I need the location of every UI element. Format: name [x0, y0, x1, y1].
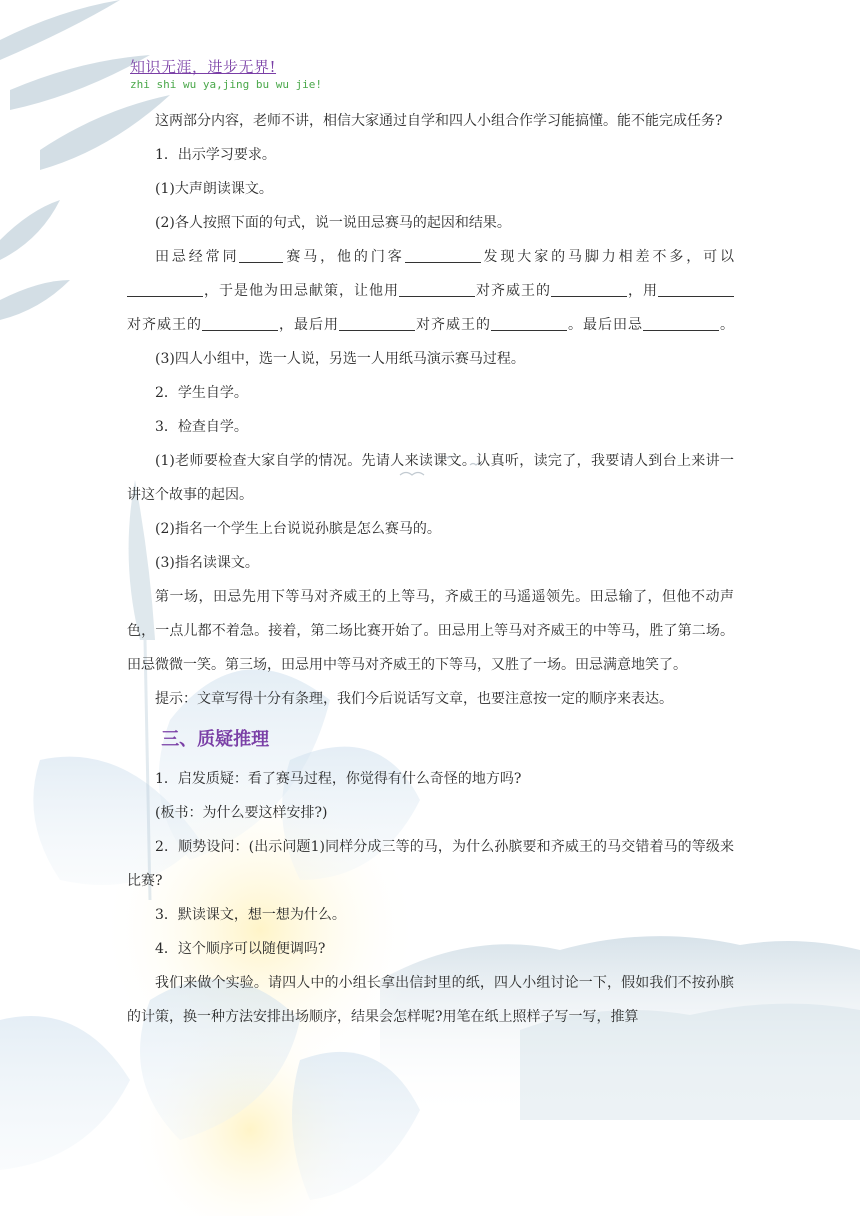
- intro-paragraph: 这两部分内容，老师不讲，相信大家通过自学和四人小组合作学习能搞懂。能不能完成任务?: [155, 113, 723, 129]
- step-2: 2．学生自学。: [155, 385, 248, 401]
- fill-line-2: ，于是他为田忌献策，让他用 对齐威王的 ，用: [127, 274, 734, 308]
- hint-paragraph: 提示：文章写得十分有条理，我们今后说话写文章，也要注意按一定的顺序来表达。: [155, 691, 673, 707]
- check-1: (1)老师要检查大家自学的情况。先请人来读课文。认真听，读完了，我要请人到台上来讲一讲这个故事的起因。: [127, 453, 734, 503]
- fill-line-1: 田忌经常同 赛马，他的门客 发现大家的马脚力相差不多，可以: [127, 240, 734, 274]
- page-header: [130, 56, 322, 92]
- step-1: 1．出示学习要求。: [155, 147, 276, 163]
- blank-field[interactable]: [643, 314, 719, 331]
- board-note: (板书：为什么要这样安排?): [155, 805, 328, 821]
- requirement-3: (3)四人小组中，选一人说，另选一人用纸马演示赛马过程。: [155, 351, 525, 367]
- blank-field[interactable]: [658, 280, 734, 297]
- check-3: (3)指名读课文。: [155, 555, 259, 571]
- question-3: 3．默读课文，想一想为什么。: [155, 907, 346, 923]
- blank-field[interactable]: [551, 280, 627, 297]
- section-heading: 三、质疑推理: [161, 729, 270, 750]
- question-1: 1．启发质疑：看了赛马过程，你觉得有什么奇怪的地方吗?: [155, 771, 522, 787]
- story-excerpt: 第一场，田忌先用下等马对齐威王的上等马，齐威王的马遥遥领先。田忌输了，但他不动声色，一点儿都不着急。接着，第二场比赛开始了。田忌用上等马对齐威王的中等马，胜了第二场。田忌微微一笑。第三场，田忌用中等马对齐威王的下等马，又胜了一场。田忌满意地笑了。: [127, 589, 734, 673]
- requirement-1: (1)大声朗读课文。: [155, 181, 273, 197]
- question-4: 4．这个顺序可以随便调吗?: [155, 941, 326, 957]
- question-2: 2．顺势设问：(出示问题1)同样分成三等的马，为什么孙膑要和齐威王的马交错着马的等级来比赛?: [127, 839, 734, 889]
- blank-field[interactable]: [399, 280, 475, 297]
- blank-field[interactable]: [202, 314, 278, 331]
- header-pinyin: zhi shi wu ya,jing bu wu jie!: [130, 78, 323, 91]
- blank-field[interactable]: [127, 280, 203, 297]
- blank-field[interactable]: [491, 314, 567, 331]
- blank-field[interactable]: [405, 246, 481, 263]
- document-body: [127, 104, 734, 1034]
- experiment-paragraph: 我们来做个实验。请四人中的小组长拿出信封里的纸，四人小组讨论一下，假如我们不按孙膑的计策，换一种方法安排出场顺序，结果会怎样呢?用笔在纸上照样子写一写，推算: [127, 975, 734, 1025]
- fill-line-3: 对齐威王的 ，最后用 对齐威王的 。最后田忌 。: [127, 308, 734, 342]
- requirement-2: (2)各人按照下面的句式，说一说田忌赛马的起因和结果。: [155, 215, 511, 231]
- blank-field[interactable]: [239, 246, 283, 263]
- step-3: 3．检查自学。: [155, 419, 248, 435]
- blank-field[interactable]: [339, 314, 415, 331]
- check-2: (2)指名一个学生上台说说孙膑是怎么赛马的。: [155, 521, 441, 537]
- fill-in-blank-exercise: [127, 240, 734, 342]
- header-title: 知识无涯，进步无界!: [130, 58, 277, 76]
